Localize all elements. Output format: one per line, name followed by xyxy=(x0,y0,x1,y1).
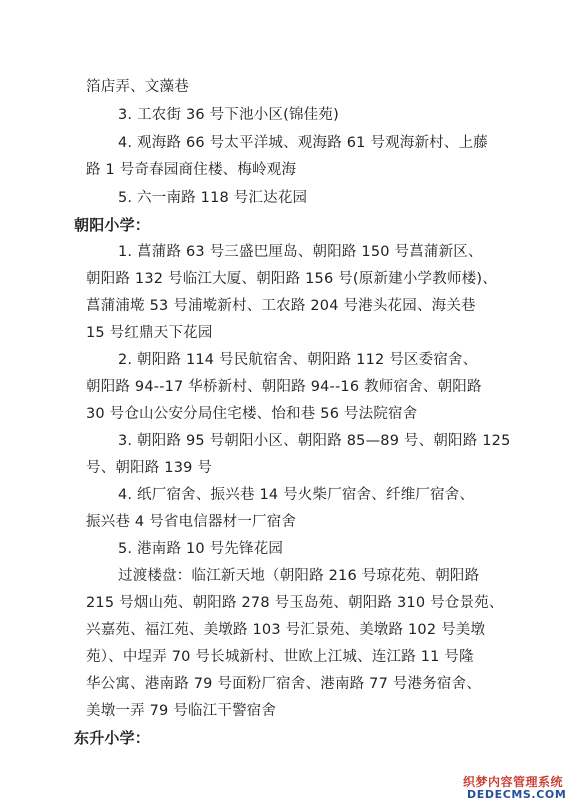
list-item: 4. 纸厂宿舍、振兴巷 14 号火柴厂宿舍、纤维厂宿舍、 xyxy=(118,487,475,503)
text-line: 30 号仓山公安分局住宅楼、怡和巷 56 号法院宿舍 xyxy=(86,406,418,422)
text-line: 兴嘉苑、福江苑、美墩路 103 号汇景苑、美墩路 102 号美墩 xyxy=(86,622,486,638)
list-item: 过渡楼盘：临江新天地（朝阳路 216 号琼花苑、朝阳路 xyxy=(118,568,480,584)
list-item: 3. 工农街 36 号下池小区(锦佳苑) xyxy=(118,107,339,123)
text-line: 朝阳路 132 号临江大厦、朝阳路 156 号(原新建小学教师楼)、 xyxy=(86,271,497,287)
text-line: 朝阳路 94--17 华桥新村、朝阳路 94--16 教师宿舍、朝阳路 xyxy=(86,379,482,395)
watermark-logo xyxy=(463,773,579,803)
text-line: 苑）、中埕弄 70 号长城新村、世欧上江城、连江路 11 号隆 xyxy=(86,649,474,665)
text-line: 振兴巷 4 号省电信器材一厂宿舍 xyxy=(86,514,297,530)
text-line: 箔店弄、文藻巷 xyxy=(86,79,189,95)
section-heading: 东升小学： xyxy=(74,729,151,747)
text-line: 菖蒲浦墘 53 号浦墘新村、工农路 204 号港头花园、海关巷 xyxy=(86,298,476,314)
section-heading: 朝阳小学： xyxy=(74,216,151,234)
text-line: 15 号红鼎天下花园 xyxy=(86,325,213,341)
list-item: 4. 观海路 66 号太平洋城、观海路 61 号观海新村、上藤 xyxy=(118,135,488,151)
watermark-cn: 织梦内容管理系统 xyxy=(463,775,564,789)
list-item: 1. 菖蒲路 63 号三盛巴厘岛、朝阳路 150 号菖蒲新区、 xyxy=(118,244,483,260)
text-line: 华公寓、港南路 79 号面粉厂宿舍、港南路 77 号港务宿舍、 xyxy=(86,676,482,692)
text-line: 号、朝阳路 139 号 xyxy=(86,460,213,476)
text-line: 路 1 号奇春园商住楼、梅岭观海 xyxy=(86,162,297,178)
text-line: 215 号烟山苑、朝阳路 278 号玉岛苑、朝阳路 310 号仓景苑、 xyxy=(86,595,504,611)
list-item: 5. 港南路 10 号先锋花园 xyxy=(118,541,284,557)
text-line: 美墩一弄 79 号临江干警宿舍 xyxy=(86,703,277,719)
list-item: 2. 朝阳路 114 号民航宿舍、朝阳路 112 号区委宿舍、 xyxy=(118,352,478,368)
list-item: 5. 六一南路 118 号汇达花园 xyxy=(118,190,308,206)
watermark-en: DEDECMS.COM xyxy=(467,788,567,801)
list-item: 3. 朝阳路 95 号朝阳小区、朝阳路 85—89 号、朝阳路 125 xyxy=(118,433,511,449)
